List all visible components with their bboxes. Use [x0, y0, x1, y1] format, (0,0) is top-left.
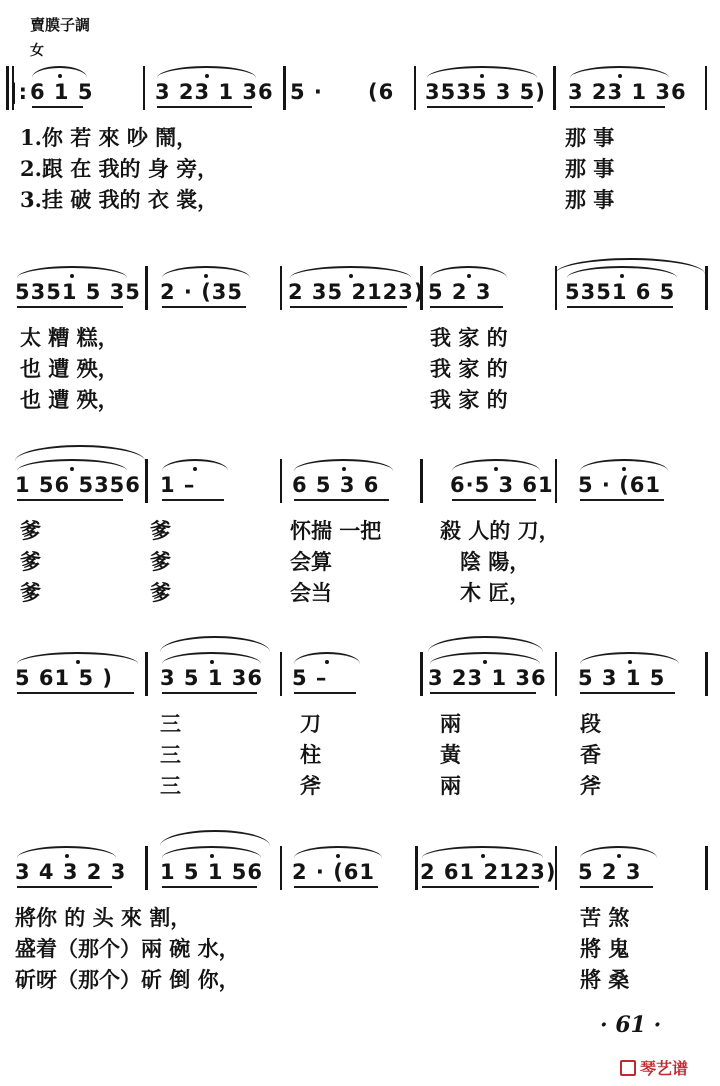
lyric-verse-3: 斧 [580, 773, 601, 798]
lyric-verse-2: 香 [580, 742, 601, 767]
page-number: · 61 · [600, 1012, 662, 1038]
note-group: |: [10, 80, 29, 104]
bar-line [415, 846, 418, 890]
tune-title: 賣膜子調 [30, 16, 91, 34]
voice-label: 女 [30, 43, 44, 59]
lyric-verse-1: 1.你 若 來 吵 鬧， [20, 125, 198, 150]
octave-dot [70, 467, 74, 471]
lyric-verse-3: 斧 [300, 773, 321, 798]
note-group: 6 1 5 [30, 80, 94, 104]
octave-dot [628, 660, 632, 664]
bar-line [705, 266, 708, 310]
note-group: 5 2 3 [578, 860, 642, 884]
underline-mark [17, 886, 112, 888]
note-group: 3 23 1 36 [428, 666, 547, 690]
lyric-verse-2: 黃 [440, 742, 461, 767]
lyric-verse-1: 刀 [300, 711, 321, 736]
note-group: 5351 5 35 [15, 280, 141, 304]
phrase-slur [15, 445, 145, 461]
octave-dot [65, 854, 69, 858]
underline-mark [580, 886, 653, 888]
note-group: (6 [368, 80, 395, 104]
octave-dot [210, 854, 214, 858]
bar-line [705, 846, 708, 890]
octave-dot [336, 854, 340, 858]
bar-line [555, 652, 557, 696]
lyric-verse-3: 也 遭 殃， [20, 387, 119, 412]
octave-dot [204, 274, 208, 278]
note-group: 6 5 3 6 [292, 473, 380, 497]
watermark-text: 琴艺谱 [640, 1059, 689, 1078]
bar-line [705, 66, 707, 110]
octave-dot [70, 274, 74, 278]
octave-dot [620, 274, 624, 278]
octave-dot [349, 274, 353, 278]
lyric-verse-3: 三 [160, 773, 181, 798]
underline-mark [294, 692, 356, 694]
underline-mark [422, 886, 539, 888]
note-group: 5 – [292, 666, 328, 690]
underline-mark [294, 499, 389, 501]
lyric-verse-3: 爹 [150, 580, 171, 605]
lyric-verse-1: 將你 的 头 來 割， [15, 905, 192, 930]
octave-dot [210, 660, 214, 664]
bar-line [420, 652, 423, 696]
note-group: 3 5 1 36 [160, 666, 263, 690]
lyric-verse-1: 兩 [440, 711, 461, 736]
octave-dot [494, 467, 498, 471]
watermark [620, 1056, 688, 1079]
note-group: 5 61 5 ) [15, 666, 113, 690]
lyric-verse-2: 那 事 [565, 156, 615, 181]
note-group: 5 2 3 [428, 280, 492, 304]
underline-mark [162, 306, 246, 308]
phrase-slur [160, 830, 270, 846]
underline-mark [430, 306, 503, 308]
lyric-verse-3: 会当 [290, 580, 332, 605]
octave-dot [483, 660, 487, 664]
note-group: 5351 6 5 [565, 280, 676, 304]
lyric-verse-1: 段 [580, 711, 601, 736]
bar-line [280, 652, 282, 696]
note-group: 5 3 1 5 [578, 666, 666, 690]
note-group: 2 · (61 [292, 860, 376, 884]
lyric-verse-1: 那 事 [565, 125, 615, 150]
notation-line [0, 842, 720, 892]
underline-mark [430, 692, 536, 694]
underline-mark [580, 692, 675, 694]
notation-line [0, 648, 720, 698]
note-group: 3 4 3 2 3 [15, 860, 127, 884]
notation-line [0, 62, 720, 112]
lyric-verse-3: 3.挂 破 我的 衣 裳， [20, 187, 219, 212]
lyric-verse-2: 柱 [300, 742, 321, 767]
lyric-verse-1: 苦 煞 [580, 905, 630, 930]
underline-mark [570, 106, 665, 108]
underline-mark [157, 106, 252, 108]
lyric-verse-2: 2.跟 在 我的 身 旁， [20, 156, 219, 181]
underline-mark [17, 499, 123, 501]
bar-line [143, 66, 145, 110]
octave-dot [193, 467, 197, 471]
note-group: 1 56 5356 [15, 473, 141, 497]
lyric-verse-1: 怀揣 一把 [290, 518, 382, 543]
bar-line [145, 652, 148, 696]
bar-line [280, 846, 282, 890]
bar-line [145, 459, 148, 503]
phrase-slur [160, 636, 270, 652]
lyric-verse-1: 爹 [150, 518, 171, 543]
octave-dot [622, 467, 626, 471]
octave-dot [480, 74, 484, 78]
note-group: 3 23 1 36 [568, 80, 687, 104]
underline-mark [452, 499, 536, 501]
octave-dot [342, 467, 346, 471]
bar-line [6, 66, 9, 110]
underline-mark [290, 306, 407, 308]
lyric-verse-2: 將 鬼 [580, 936, 630, 961]
underline-mark [32, 106, 83, 108]
lyric-verse-1: 爹 [20, 518, 41, 543]
note-group: 3535 3 5) [425, 80, 546, 104]
underline-mark [162, 692, 257, 694]
lyric-verse-3: 木 匠， [460, 580, 531, 605]
bar-line [420, 459, 423, 503]
octave-dot [325, 660, 329, 664]
underline-mark [162, 499, 224, 501]
bar-line [145, 266, 148, 310]
lyric-verse-1: 三 [160, 711, 181, 736]
octave-dot [467, 274, 471, 278]
lyric-verse-1: 我 家 的 [430, 325, 508, 350]
lyric-verse-2: 会算 [290, 549, 332, 574]
lyric-verse-3: 兩 [440, 773, 461, 798]
lyric-verse-3: 我 家 的 [430, 387, 508, 412]
phrase-slur [428, 636, 543, 652]
lyric-verse-1: 太 糟 糕， [20, 325, 119, 350]
octave-dot [618, 74, 622, 78]
note-group: 3 23 1 36 [155, 80, 274, 104]
bar-line [145, 846, 148, 890]
underline-mark [580, 499, 664, 501]
bar-line [280, 266, 282, 310]
bar-line [553, 66, 556, 110]
underline-mark [17, 692, 134, 694]
lyric-verse-3: 將 桑 [580, 967, 630, 992]
note-group: 2 35 2123) [288, 280, 425, 304]
note-group: 2 61 2123) [420, 860, 557, 884]
note-group: 5 · (61 [578, 473, 662, 497]
note-group: 5 · [290, 80, 323, 104]
octave-dot [58, 74, 62, 78]
lyric-verse-2: 爹 [150, 549, 171, 574]
underline-mark [567, 306, 673, 308]
underline-mark [294, 886, 378, 888]
lyric-verse-2: 我 家 的 [430, 356, 508, 381]
lyric-verse-2: 盛着（那个）兩 碗 水， [15, 936, 240, 961]
lyric-verse-2: 三 [160, 742, 181, 767]
lyric-verse-1: 殺 人的 刀， [440, 518, 560, 543]
bar-line [283, 66, 286, 110]
underline-mark [427, 106, 533, 108]
lyric-verse-2: 也 遭 殃， [20, 356, 119, 381]
lyric-verse-3: 爹 [20, 580, 41, 605]
note-group: 1 – [160, 473, 196, 497]
octave-dot [481, 854, 485, 858]
bar-line [280, 459, 282, 503]
octave-dot [205, 74, 209, 78]
bar-line [414, 66, 416, 110]
octave-dot [76, 660, 80, 664]
note-group: 6·5 3 61 [450, 473, 554, 497]
phrase-slur [555, 258, 705, 274]
underline-mark [17, 306, 123, 308]
bar-line [555, 459, 557, 503]
octave-dot [617, 854, 621, 858]
lyric-verse-3: 斫呀（那个）斫 倒 你， [15, 967, 240, 992]
lyric-verse-2: 陰 陽， [460, 549, 531, 574]
lyric-verse-3: 那 事 [565, 187, 615, 212]
underline-mark [162, 886, 257, 888]
lyric-verse-2: 爹 [20, 549, 41, 574]
notation-line [0, 455, 720, 505]
bar-line [705, 652, 708, 696]
note-group: 1 5 1 56 [160, 860, 263, 884]
note-group: 2 · (35 [160, 280, 244, 304]
watermark-logo-icon [620, 1060, 636, 1076]
